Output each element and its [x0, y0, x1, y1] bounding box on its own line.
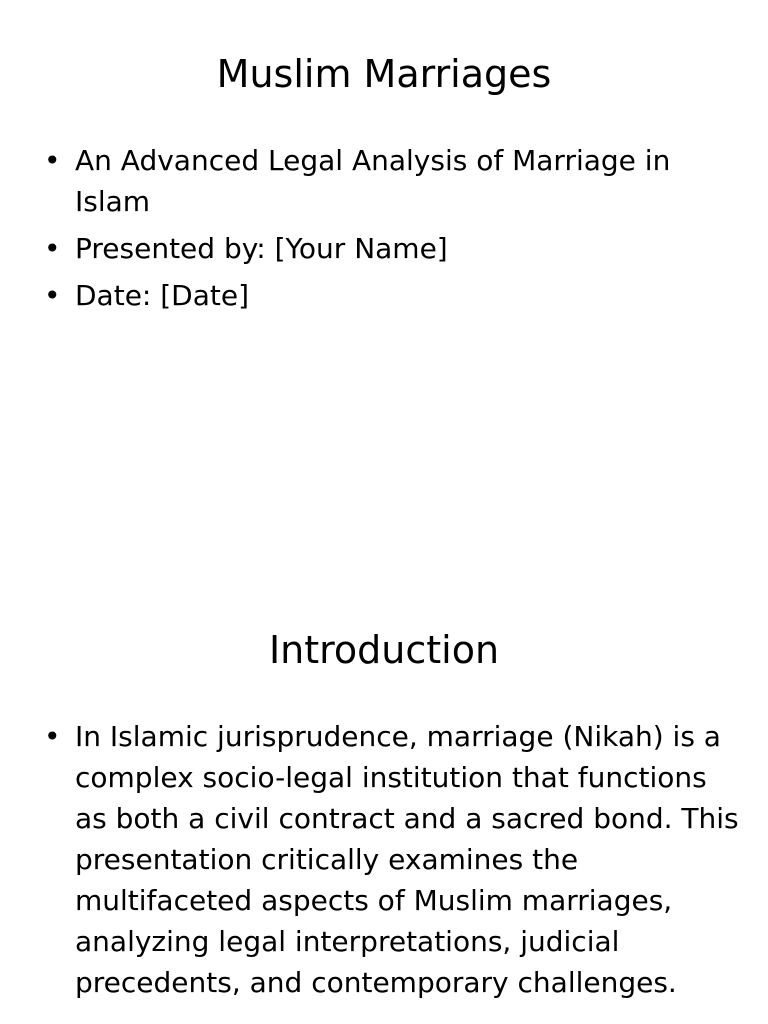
slide-title: Introduction: [268, 628, 500, 672]
bullet-text: An Advanced Legal Analysis of Marriage in Islam: [75, 144, 671, 218]
bullet-icon: •: [44, 144, 61, 177]
bullet-text: Presented by: [Your Name]: [75, 232, 448, 265]
list-item: [44, 716, 744, 1003]
bullet-list: [44, 140, 734, 322]
slide-title: Muslim Marriages: [216, 52, 552, 96]
list-item: [44, 228, 734, 269]
list-item: [44, 140, 734, 222]
bullet-icon: •: [44, 279, 61, 312]
bullet-icon: •: [44, 720, 61, 753]
bullet-text: Date: [Date]: [75, 279, 250, 312]
list-item: [44, 275, 734, 316]
slide-introduction: [0, 576, 768, 1024]
bullet-text: In Islamic jurisprudence, marriage (Nikah) is a complex socio-legal institution that functions as both a civil contract and a sacred bond. This presentation critically examines the multifaceted aspects of Muslim marriages, analyzing legal interpretations, judicial precedents, and contemporary challenges.: [75, 720, 739, 999]
bullet-icon: •: [44, 232, 61, 265]
bullet-list: [44, 716, 744, 1009]
